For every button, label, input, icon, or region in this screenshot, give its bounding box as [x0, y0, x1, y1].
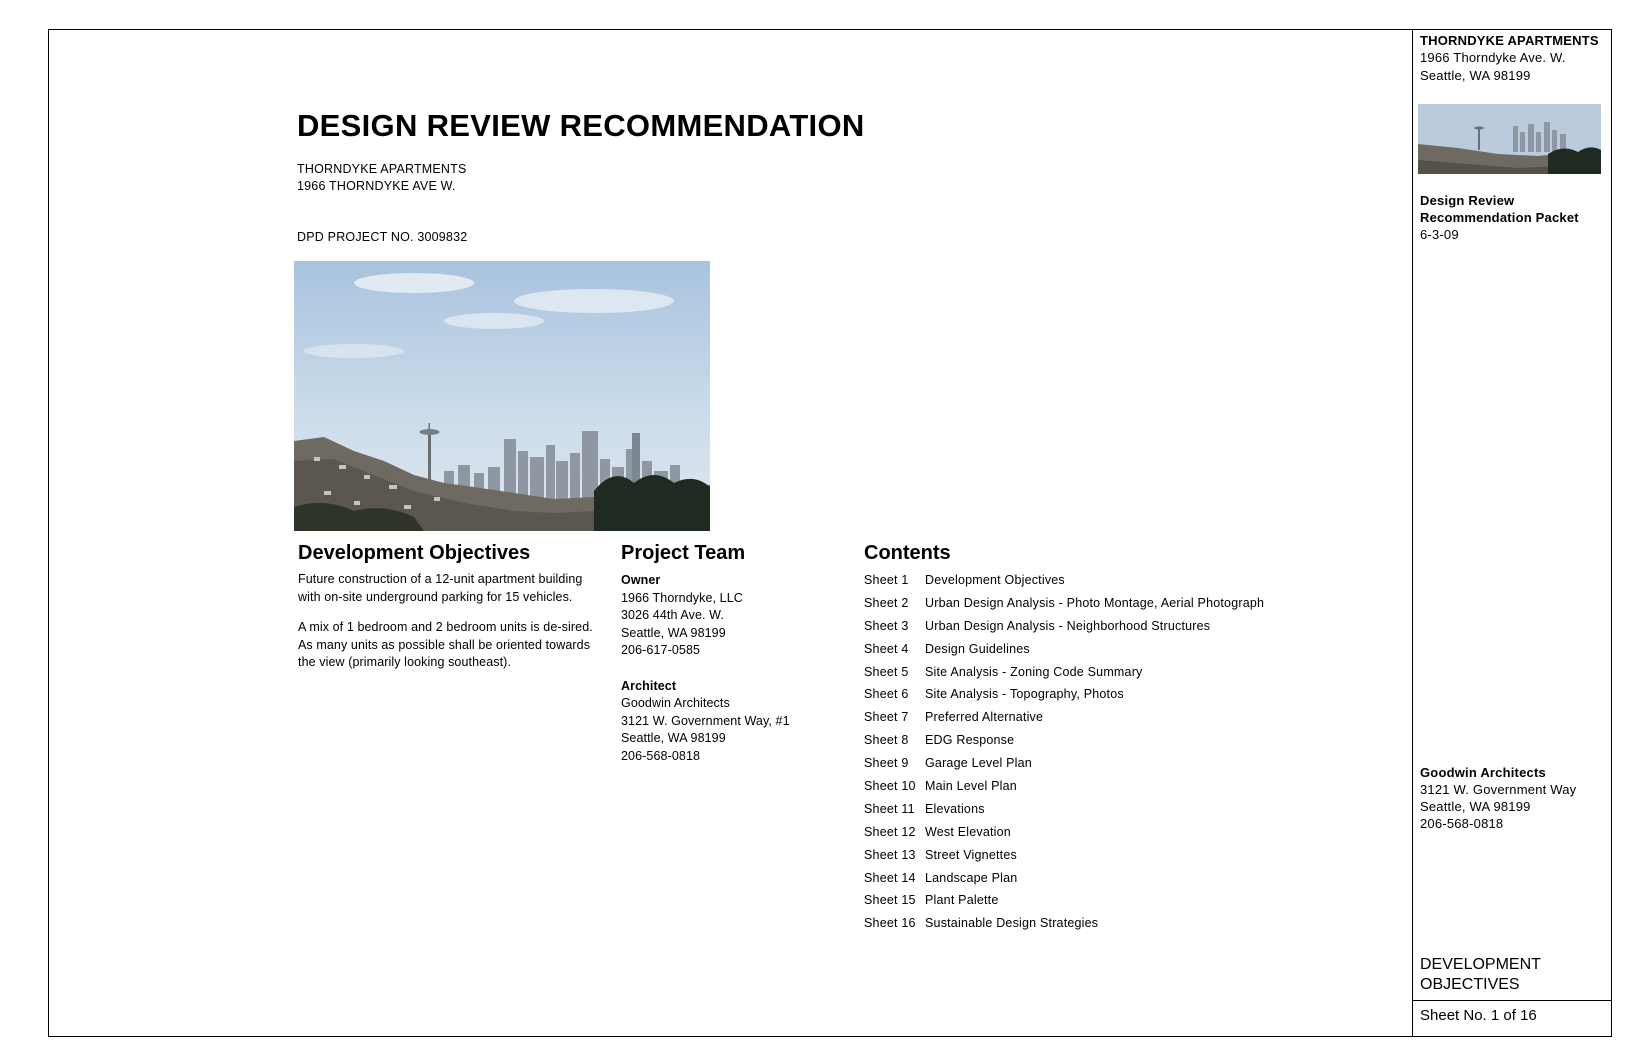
sheet-title: Site Analysis - Topography, Photos	[925, 687, 1124, 702]
tb-address-1: 1966 Thorndyke Ave. W.	[1420, 50, 1566, 65]
tb-firm-address-2: Seattle, WA 98199	[1420, 799, 1531, 814]
list-item	[864, 848, 1264, 871]
project-address: 1966 THORNDYKE AVE W.	[297, 179, 456, 193]
sheet-title: Garage Level Plan	[925, 756, 1032, 771]
seattle-skyline-photo	[294, 261, 710, 531]
tb-firm-address-1: 3121 W. Government Way	[1420, 782, 1577, 797]
list-item	[864, 779, 1264, 802]
title-block-divider	[1412, 1000, 1612, 1001]
list-item	[864, 825, 1264, 848]
tb-firm-phone: 206-568-0818	[1420, 816, 1504, 831]
sheet-title: West Elevation	[925, 824, 1011, 839]
project-number: DPD PROJECT NO. 3009832	[297, 230, 468, 244]
sheet-title: Plant Palette	[925, 893, 999, 908]
sheet-number: Sheet 12	[864, 824, 916, 839]
sheet-title: Elevations	[925, 801, 985, 816]
list-item	[864, 871, 1264, 894]
sheet-number: Sheet 13	[864, 847, 916, 862]
page-title: DESIGN REVIEW RECOMMENDATION	[297, 108, 865, 143]
sheet-number: Sheet 9	[864, 756, 909, 771]
contents-list	[864, 573, 1264, 939]
sheet-number: Sheet 11	[864, 801, 915, 816]
list-item	[864, 893, 1264, 916]
tb-packet-line-1: Design Review	[1420, 193, 1515, 208]
contents-heading: Contents	[864, 542, 951, 564]
list-item	[864, 642, 1264, 665]
project-name: THORNDYKE APARTMENTS	[297, 162, 467, 176]
architect-line: 206-568-0818	[621, 748, 701, 763]
tb-sheet-title-line-2: OBJECTIVES	[1420, 976, 1520, 993]
drawing-frame	[48, 29, 1612, 1037]
sheet-title: EDG Response	[925, 733, 1015, 748]
sheet-title: Urban Design Analysis - Neighborhood Structures	[925, 618, 1211, 633]
tb-project-name: THORNDYKE APARTMENTS	[1420, 33, 1599, 48]
architect-label: Architect	[621, 678, 677, 693]
sheet-number: Sheet 15	[864, 893, 916, 908]
list-item	[864, 619, 1264, 642]
sheet-number: Sheet 2	[864, 595, 909, 610]
tb-firm-name: Goodwin Architects	[1420, 765, 1546, 780]
owner-line: 1966 Thorndyke, LLC	[621, 590, 743, 605]
tb-address-2: Seattle, WA 98199	[1420, 68, 1531, 83]
list-item	[864, 802, 1264, 825]
owner-line: 3026 44th Ave. W.	[621, 608, 724, 622]
sheet-number: Sheet 6	[864, 687, 909, 702]
tb-packet-line-2: Recommendation Packet	[1420, 210, 1579, 225]
list-item	[864, 916, 1264, 939]
project-team	[621, 572, 790, 765]
sheet-number: Sheet 1	[864, 573, 909, 587]
architect-line: 3121 W. Government Way, #1	[621, 713, 790, 728]
skyline-thumbnail	[1418, 104, 1601, 174]
sheet-number: Sheet 16	[864, 916, 916, 931]
architect-line: Goodwin Architects	[621, 696, 730, 710]
sheet-number: Sheet 14	[864, 870, 916, 885]
sheet-title: Urban Design Analysis - Photo Montage, Aerial Photograph	[925, 595, 1265, 610]
sheet-number: Sheet 7	[864, 710, 909, 725]
sheet-number: Sheet 3	[864, 618, 909, 633]
sheet-number: Sheet 8	[864, 733, 909, 748]
list-item	[864, 665, 1264, 688]
tb-date: 6-3-09	[1420, 227, 1459, 242]
sheet-title: Main Level Plan	[925, 779, 1017, 794]
list-item	[864, 596, 1264, 619]
sheet-title: Design Guidelines	[925, 641, 1030, 656]
objectives-paragraph-2: A mix of 1 bedroom and 2 bedroom units is de-sired. As many units as possible shall be oriented towards the view (primarily looking southeast).	[298, 620, 593, 669]
sheet-title: Landscape Plan	[925, 870, 1018, 885]
sheet-title: Development Objectives	[925, 573, 1065, 587]
list-item	[864, 687, 1264, 710]
tb-sheet-number: Sheet No. 1 of 16	[1420, 1007, 1537, 1024]
list-item	[864, 573, 1264, 596]
sheet-number: Sheet 5	[864, 664, 909, 679]
list-item	[864, 710, 1264, 733]
list-item	[864, 756, 1264, 779]
sheet-title: Preferred Alternative	[925, 710, 1044, 725]
objectives-heading: Development Objectives	[298, 542, 531, 564]
sheet-title: Site Analysis - Zoning Code Summary	[925, 664, 1143, 679]
sheet-number: Sheet 10	[864, 779, 916, 794]
sheet-title: Sustainable Design Strategies	[925, 916, 1099, 931]
owner-line: Seattle, WA 98199	[621, 625, 726, 640]
sheet-number: Sheet 4	[864, 641, 909, 656]
sheet-title: Street Vignettes	[925, 847, 1017, 862]
tb-sheet-title-line-1: DEVELOPMENT	[1420, 956, 1541, 973]
owner-label: Owner	[621, 573, 661, 587]
title-block	[1412, 29, 1612, 1037]
architect-line: Seattle, WA 98199	[621, 731, 726, 745]
list-item	[864, 733, 1264, 756]
objectives-paragraph-1: Future construction of a 12-unit apartment building with on-site underground parking for 15 vehicles.	[298, 572, 583, 604]
owner-line: 206-617-0585	[621, 643, 701, 657]
team-heading: Project Team	[621, 542, 746, 564]
